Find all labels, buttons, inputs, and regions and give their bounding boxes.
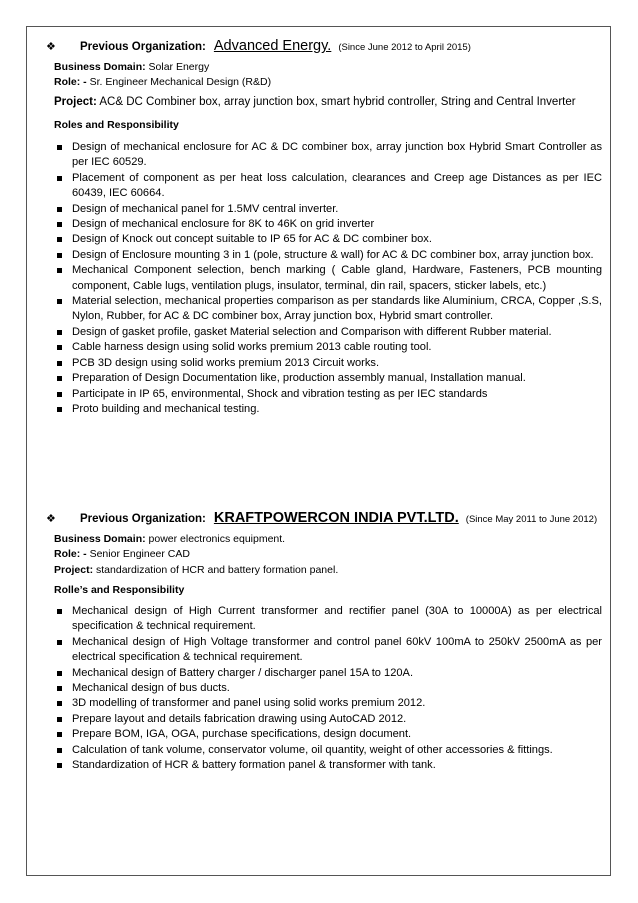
list-item: Placement of component as per heat loss calculation, clearances and Creep age Distances as per IEC 60439, IEC 60664.	[54, 171, 602, 202]
org1-name: Advanced Energy.	[213, 38, 332, 54]
org1-project-label: Project:	[54, 96, 97, 108]
list-item: Cable harness design using solid works premium 2013 cable routing tool.	[54, 340, 602, 355]
list-item: Design of mechanical enclosure for AC & DC combiner box, array junction box Hybrid Smart Controller as per IEC 60529.	[54, 140, 602, 171]
org1-role-label: Role: -	[54, 76, 87, 88]
org2-role	[54, 547, 602, 562]
org1-resp-list	[54, 140, 602, 417]
org2-resp-heading: Rolle’s and Responsibility	[54, 584, 185, 596]
org2-project-label: Project:	[54, 564, 94, 576]
org1-label: Previous Organization:	[80, 41, 206, 53]
org1-domain	[54, 60, 602, 75]
list-item: Mechanical design of bus ducts.	[54, 681, 602, 696]
list-item: Material selection, mechanical properties comparison as per standards like Aluminium, CRCA, Copper ,S.S, Nylon, Rubber, for AC & DC combiner box, Array junction box, Hybrid smart controller.	[54, 294, 602, 325]
org2-project-value: standardization of HCR and battery formation panel.	[96, 564, 339, 576]
list-item: Proto building and mechanical testing.	[54, 402, 602, 417]
org1-domain-label: Business Domain:	[54, 61, 146, 73]
list-item: Participate in IP 65, environmental, Shock and vibration testing as per IEC standards	[54, 387, 602, 402]
list-item: Design of gasket profile, gasket Material selection and Comparison with different Rubber material.	[54, 325, 602, 340]
list-item: Calculation of tank volume, conservator volume, oil quantity, weight of other accessories & fittings.	[54, 743, 602, 758]
list-item: Design of Knock out concept suitable to IP 65 for AC & DC combiner box.	[54, 232, 602, 247]
org2-role-value: Senior Engineer CAD	[89, 548, 190, 560]
list-item: 3D modelling of transformer and panel using solid works premium 2012.	[54, 696, 602, 711]
org2-resp-list	[54, 604, 602, 773]
org1-role	[54, 75, 602, 90]
org2-domain	[54, 532, 602, 547]
org1-project-value: AC& DC Combiner box, array junction box, smart hybrid controller, String and Central Inverter	[99, 96, 576, 108]
org1-project	[54, 94, 602, 111]
org2-project	[54, 563, 602, 578]
list-item: Standardization of HCR & battery formation panel & transformer with tank.	[54, 758, 602, 773]
list-item: PCB 3D design using solid works premium 2013 Circuit works.	[54, 356, 602, 371]
org1-resp-heading: Roles and Responsibility	[54, 119, 179, 131]
org2-section	[46, 510, 602, 773]
list-item: Mechanical Component selection, bench marking ( Cable gland, Hardware, Fasteners, PCB mounting component, Cable lugs, ventilation plugs, insulator, terminal, din rail, spacers, sticker labels, etc.)	[54, 263, 602, 294]
org1-header	[26, 38, 602, 54]
org2-name: KRAFTPOWERCON INDIA PVT.LTD.	[213, 510, 459, 526]
diamond-bullet-icon: ❖	[46, 513, 56, 525]
org1-section	[46, 38, 602, 417]
list-item: Prepare BOM, IGA, OGA, purchase specifications, design document.	[54, 727, 602, 742]
org1-domain-value: Solar Energy	[148, 61, 210, 73]
list-item: Preparation of Design Documentation like, production assembly manual, Installation manual.	[54, 371, 602, 386]
org1-role-value: Sr. Engineer Mechanical Design (R&D)	[89, 76, 272, 88]
org1-since: (Since June 2012 to April 2015)	[338, 42, 471, 53]
list-item: Mechanical design of Battery charger / discharger panel 15A to 120A.	[54, 666, 602, 681]
org2-role-label: Role: -	[54, 548, 87, 560]
org2-label: Previous Organization:	[80, 513, 206, 525]
org2-since: (Since May 2011 to June 2012)	[465, 514, 598, 525]
list-item: Design of Enclosure mounting 3 in 1 (pole, structure & wall) for AC & DC combiner box, array junction box.	[54, 248, 602, 263]
org2-header	[26, 510, 602, 526]
org2-domain-value: power electronics equipment.	[148, 533, 286, 545]
list-item: Prepare layout and details fabrication drawing using AutoCAD 2012.	[54, 712, 602, 727]
org2-domain-label: Business Domain:	[54, 533, 146, 545]
list-item: Design of mechanical enclosure for 8K to 46K on grid inverter	[54, 217, 602, 232]
diamond-bullet-icon: ❖	[46, 41, 56, 53]
list-item: Mechanical design of High Voltage transformer and control panel 60kV 100mA to 250kV 2500mA as per electrical specification & technical requirement.	[54, 635, 602, 666]
list-item: Mechanical design of High Current transformer and rectifier panel (30A to 10000A) as per electrical specification & technical requirement.	[54, 604, 602, 635]
list-item: Design of mechanical panel for 1.5MV central inverter.	[54, 202, 602, 217]
